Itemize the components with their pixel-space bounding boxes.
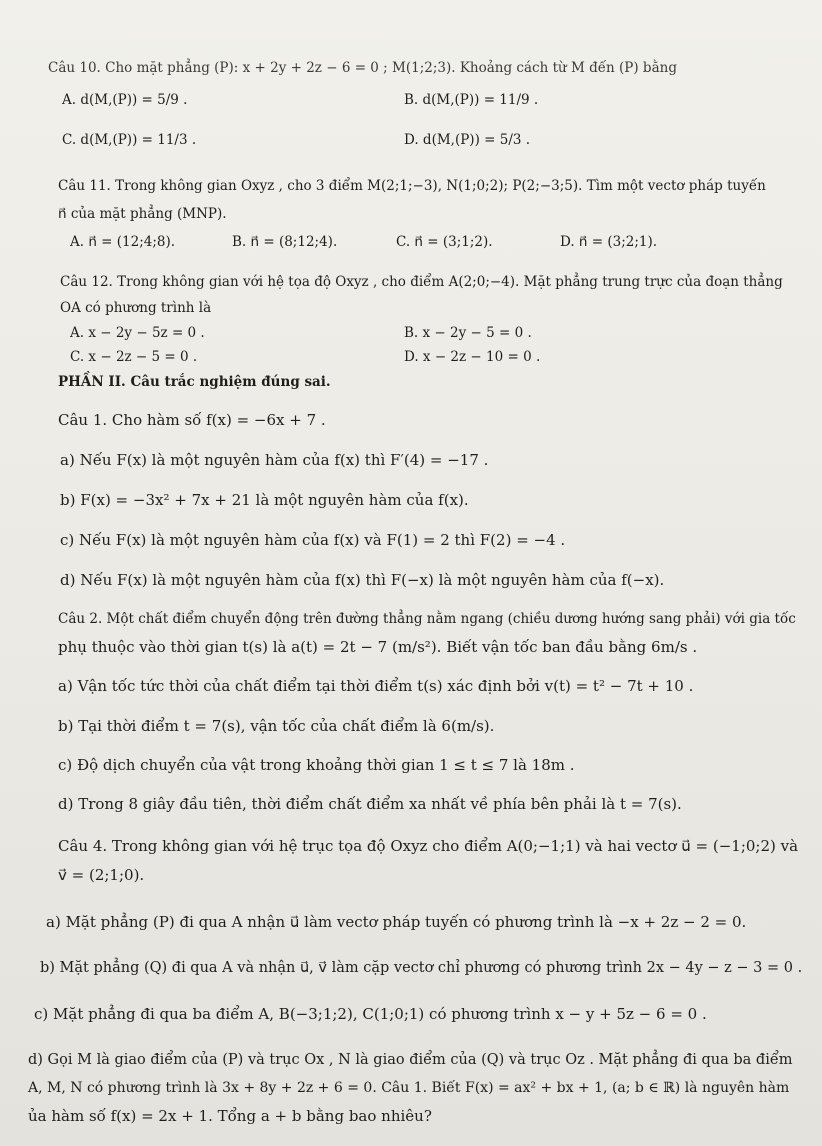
- c4-statement-d-line2: A, M, N có phương trình là 3x + 8y + 2z + 6 = 0. Câu 1. Biết F(x) = ax² + bx + 1, (a; b ∈ ℝ) là nguyên hàm: [28, 1080, 790, 1096]
- q10-option-a: A. d(M,(P)) = 5/9 .: [62, 92, 188, 108]
- c1-statement-a: a) Nếu F(x) là một nguyên hàm của f(x) thì F′(4) = −17 .: [60, 451, 489, 469]
- q12-stem-2: OA có phương trình là: [60, 300, 212, 316]
- c2-statement-c: c) Độ dịch chuyển của vật trong khoảng thời gian 1 ≤ t ≤ 7 là 18m .: [58, 756, 575, 774]
- c2-statement-d: d) Trong 8 giây đầu tiên, thời điểm chất điểm xa nhất về phía bên phải là t = 7(s).: [58, 795, 682, 813]
- c2-statement-b: b) Tại thời điểm t = 7(s), vận tốc của chất điểm là 6(m/s).: [58, 717, 495, 735]
- q12-stem-1: Câu 12. Trong không gian với hệ tọa độ Oxyz , cho điểm A(2;0;−4). Mặt phẳng trung trực của đoạn thẳng: [60, 274, 783, 290]
- c2-stem-2: phụ thuộc vào thời gian t(s) là a(t) = 2t − 7 (m/s²). Biết vận tốc ban đầu bằng 6m/s .: [58, 638, 698, 656]
- q11-stem-2: n⃗ của mặt phẳng (MNP).: [58, 206, 227, 222]
- c4-statement-a: a) Mặt phẳng (P) đi qua A nhận u⃗ làm vectơ pháp tuyến có phương trình là −x + 2z − 2 = 0.: [46, 913, 747, 931]
- c4-statement-b: b) Mặt phẳng (Q) đi qua A và nhận u⃗, v⃗ làm cặp vectơ chỉ phương có phương trình 2x − 4y − z − 3 = 0 .: [40, 960, 803, 976]
- c2-stem-1: Câu 2. Một chất điểm chuyển động trên đường thẳng nằm ngang (chiều dương hướng sang phải) với gia tốc: [58, 611, 796, 627]
- q10-option-d: D. d(M,(P)) = 5/3 .: [404, 132, 531, 148]
- c4-statement-d-line3: ủa hàm số f(x) = 2x + 1. Tổng a + b bằng bao nhiêu?: [28, 1107, 432, 1125]
- c1-statement-d: d) Nếu F(x) là một nguyên hàm của f(x) thì F(−x) là một nguyên hàm của f(−x).: [60, 571, 665, 589]
- c2-statement-a: a) Vận tốc tức thời của chất điểm tại thời điểm t(s) xác định bởi v(t) = t² − 7t + 10 .: [58, 677, 694, 695]
- q11-option-a: A. n⃗ = (12;4;8).: [70, 234, 176, 250]
- q12-option-d: D. x − 2z − 10 = 0 .: [404, 349, 541, 365]
- q10-option-b: B. d(M,(P)) = 11/9 .: [404, 92, 539, 108]
- q10-option-c: C. d(M,(P)) = 11/3 .: [62, 132, 197, 148]
- q12-option-c: C. x − 2z − 5 = 0 .: [70, 349, 198, 365]
- c1-statement-b: b) F(x) = −3x² + 7x + 21 là một nguyên hàm của f(x).: [60, 491, 469, 509]
- q11-option-c: C. n⃗ = (3;1;2).: [396, 234, 493, 250]
- part2-title: PHẦN II. Câu trắc nghiệm đúng sai.: [58, 374, 331, 390]
- q10-stem: Câu 10. Cho mặt phẳng (P): x + 2y + 2z − 6 = 0 ; M(1;2;3). Khoảng cách từ M đến (P) bằng: [48, 60, 677, 76]
- q11-stem-1: Câu 11. Trong không gian Oxyz , cho 3 điểm M(2;1;−3), N(1;0;2); P(2;−3;5). Tìm một vectơ pháp tuyến: [58, 178, 766, 194]
- c1-statement-c: c) Nếu F(x) là một nguyên hàm của f(x) và F(1) = 2 thì F(2) = −4 .: [60, 531, 566, 549]
- c4-stem-2: v⃗ = (2;1;0).: [58, 866, 145, 884]
- c4-statement-c: c) Mặt phẳng đi qua ba điểm A, B(−3;1;2), C(1;0;1) có phương trình x − y + 5z − 6 = 0 .: [34, 1005, 707, 1023]
- q12-option-a: A. x − 2y − 5z = 0 .: [70, 325, 205, 341]
- c1-stem: Câu 1. Cho hàm số f(x) = −6x + 7 .: [58, 411, 326, 429]
- q11-option-b: B. n⃗ = (8;12;4).: [232, 234, 338, 250]
- c4-statement-d-line1: d) Gọi M là giao điểm của (P) và trục Ox , N là giao điểm của (Q) và trục Oz . Mặt phẳng đi qua ba điểm: [28, 1052, 793, 1068]
- q11-option-d: D. n⃗ = (3;2;1).: [560, 234, 658, 250]
- c4-stem-1: Câu 4. Trong không gian với hệ trục tọa độ Oxyz cho điểm A(0;−1;1) và hai vectơ u⃗ = (−1;0;2) và: [58, 837, 799, 855]
- q12-option-b: B. x − 2y − 5 = 0 .: [404, 325, 532, 341]
